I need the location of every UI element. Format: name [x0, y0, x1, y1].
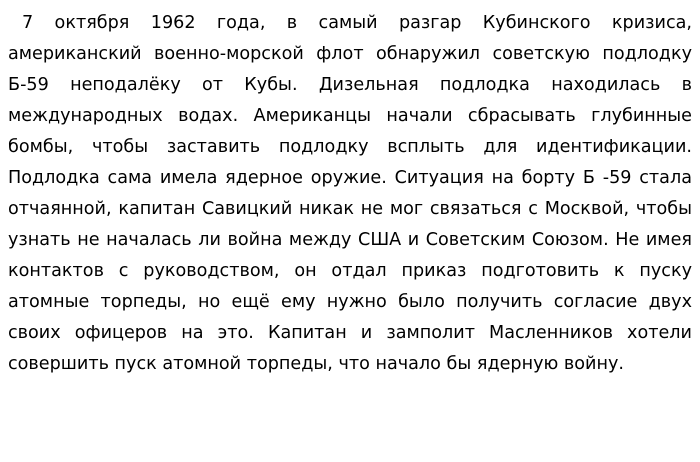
body-paragraph: 7 октября 1962 года, в самый разгар Кубинского кризиса, американский военно-морской флот обнаружил советскую подлодку Б-59 неподалёку от Кубы. Дизельная подлодка находилась в международных водах. Американцы начали сбрасывать глубинные бомбы, чтобы заставить подлодку всплыть для идентификации. Подлодка сама имела ядерное оружие. Ситуация на борту Б -59 стала отчаянной, капитан Савицкий никак не мог связаться с Москвой, чтобы узнать не началась ли война между США и Советским Союзом. Не имея контактов с руководством, он отдал приказ подготовить к пуску атомные торпеды, но ещё ему нужно было получить согласие двух своих офицеров на это. Капитан и замполит Масленников хотели совершить пуск атомной торпеды, что начало бы ядерную войну.: [8, 13, 692, 374]
